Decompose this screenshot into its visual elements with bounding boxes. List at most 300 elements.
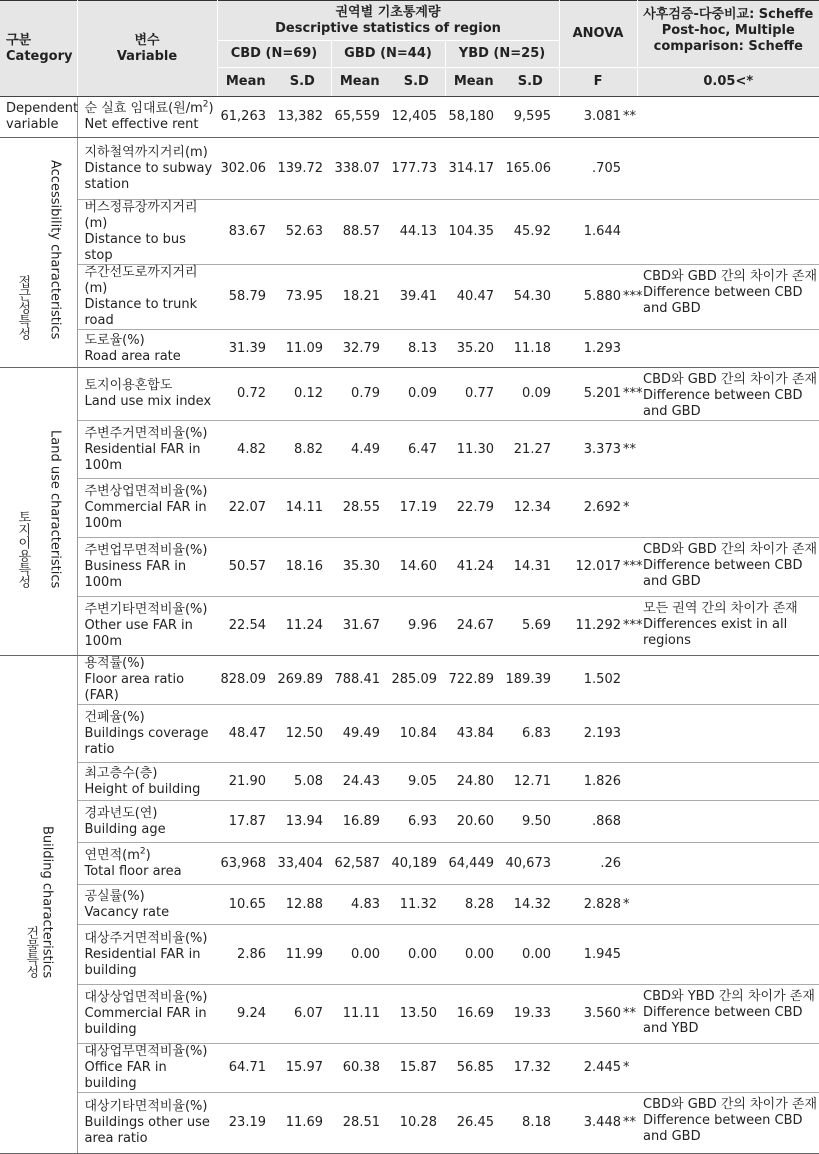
significance-stars <box>623 656 637 705</box>
table-header <box>0 1 819 97</box>
variable-name-en: Buildings coverage ratio <box>84 725 209 757</box>
anova-f-cell: 5.201 <box>559 368 623 421</box>
variable-name-ko <box>85 806 216 822</box>
cbd-mean-cell: 17.87 <box>217 801 274 843</box>
ybd-mean-cell: 0.00 <box>445 925 502 985</box>
gbd-sd-cell: 12,405 <box>388 97 445 138</box>
gbd-sd-cell: 8.13 <box>388 330 445 368</box>
cbd-sd-cell: 13.94 <box>274 801 331 843</box>
cbd-mean-cell: 2.86 <box>217 925 274 985</box>
variable-name-en: Distance to subway station <box>84 160 213 192</box>
anova-f-cell: .868 <box>559 801 623 843</box>
gbd-sd-cell: 13.50 <box>388 985 445 1044</box>
table-row <box>0 843 819 885</box>
ybd-mean-cell: 64,449 <box>445 843 502 885</box>
variable-name-ko-text: 주변업무면적비율(%) <box>84 543 208 558</box>
anova-f-cell: 2.828 <box>559 885 623 925</box>
ybd-mean-cell: 43.84 <box>445 705 502 763</box>
table-row <box>0 330 819 368</box>
gbd-sd-cell: 177.73 <box>388 138 445 200</box>
significance-stars: *** <box>623 597 637 656</box>
posthoc-cell <box>637 330 819 368</box>
category-label-ko: 건물특성 <box>23 926 39 979</box>
variable-cell <box>77 265 217 330</box>
gbd-mean-cell: 0.79 <box>331 368 388 421</box>
ybd-mean-cell: 35.20 <box>445 330 502 368</box>
cbd-mean-cell: 302.06 <box>217 138 274 200</box>
gbd-mean-cell: 0.00 <box>331 925 388 985</box>
gbd-sd-cell: 0.09 <box>388 368 445 421</box>
category-label-ko: 접근성특성 <box>15 274 31 340</box>
gbd-mean-cell: 49.49 <box>331 705 388 763</box>
cbd-sd-cell: 11.69 <box>274 1093 331 1154</box>
variable-name-ko <box>85 656 216 672</box>
gbd-sd-cell: 10.28 <box>388 1093 445 1154</box>
ybd-sd-cell: 14.31 <box>502 538 559 597</box>
anova-f-cell: 3.448 <box>559 1093 623 1154</box>
posthoc-en: Difference between CBD and YBD <box>643 1005 803 1036</box>
cbd-mean-cell: 31.39 <box>217 330 274 368</box>
anova-f-cell: 3.081 <box>559 97 623 138</box>
anova-f-cell: 1.945 <box>559 925 623 985</box>
gbd-mean-cell: 16.89 <box>331 801 388 843</box>
cbd-sd-cell: 12.50 <box>274 705 331 763</box>
anova-f-cell: 3.373 <box>559 421 623 479</box>
gbd-sd-cell: 11.32 <box>388 885 445 925</box>
variable-cell <box>77 538 217 597</box>
variable-name-ko-text: 주변주거면적비율(%) <box>84 425 208 441</box>
significance-stars <box>623 330 637 368</box>
variable-name-ko-text: 주변상업면적비율(%) <box>84 484 208 499</box>
variable-name-ko <box>85 101 216 117</box>
posthoc-ko: CBD와 GBD 간의 차이가 존재 <box>643 542 818 557</box>
header-variable-en: Variable <box>116 48 178 64</box>
posthoc-en: Difference between CBD and GBD <box>643 558 803 589</box>
gbd-sd-cell: 6.47 <box>388 421 445 479</box>
significance-stars <box>623 843 637 885</box>
significance-stars <box>623 705 637 763</box>
ybd-sd-cell: 0.00 <box>502 925 559 985</box>
variable-cell <box>77 925 217 985</box>
category-building <box>0 656 77 1154</box>
table-row <box>0 421 819 479</box>
cbd-sd-cell: 11.24 <box>274 597 331 656</box>
variable-name-ko <box>85 889 216 905</box>
header-descriptive-en: Descriptive statistics of region <box>275 20 501 36</box>
header-ybd-mean: Mean <box>445 68 502 97</box>
gbd-mean-cell: 788.41 <box>331 656 388 705</box>
variable-name-en: Net effective rent <box>84 117 199 132</box>
gbd-mean-cell: 18.21 <box>331 265 388 330</box>
gbd-sd-cell: 9.96 <box>388 597 445 656</box>
cbd-mean-cell: 10.65 <box>217 885 274 925</box>
gbd-sd-cell: 0.00 <box>388 925 445 985</box>
table-row <box>0 479 819 538</box>
gbd-mean-cell: 31.67 <box>331 597 388 656</box>
ybd-sd-cell: 12.34 <box>502 479 559 538</box>
variable-name-en: Road area rate <box>84 348 181 364</box>
variable-name-en: Distance to bus stop <box>84 232 186 263</box>
gbd-mean-cell: 32.79 <box>331 330 388 368</box>
variable-name-ko <box>85 931 216 947</box>
header-category-en: Category <box>6 48 73 64</box>
anova-f-cell: 2.692 <box>559 479 623 538</box>
ybd-mean-cell: 24.80 <box>445 763 502 801</box>
posthoc-cell <box>637 1093 819 1154</box>
table-row <box>0 200 819 265</box>
gbd-sd-cell: 44.13 <box>388 200 445 265</box>
ybd-mean-cell: 722.89 <box>445 656 502 705</box>
variable-name-ko-text: 대상업무면적비율(%) <box>84 1044 208 1059</box>
posthoc-ko: 모든 권역 간의 차이가 존재 <box>643 601 798 616</box>
ybd-sd-cell: 14.32 <box>502 885 559 925</box>
category-dependent <box>0 97 77 138</box>
cbd-sd-cell: 5.08 <box>274 763 331 801</box>
posthoc-cell <box>637 705 819 763</box>
variable-name-ko-tail: ) <box>145 847 151 863</box>
gbd-sd-cell: 9.05 <box>388 763 445 801</box>
header-category-ko: 구분 <box>6 32 32 48</box>
variable-name-ko <box>85 145 216 161</box>
variable-name-ko <box>85 333 216 349</box>
ybd-mean-cell: 11.30 <box>445 421 502 479</box>
table-row <box>0 885 819 925</box>
ybd-mean-cell: 16.69 <box>445 985 502 1044</box>
cbd-sd-cell: 11.99 <box>274 925 331 985</box>
gbd-sd-cell: 15.87 <box>388 1044 445 1093</box>
variable-name-ko <box>85 1099 216 1115</box>
gbd-sd-cell: 10.84 <box>388 705 445 763</box>
variable-name-ko <box>85 200 216 232</box>
header-posthoc <box>637 1 819 68</box>
posthoc-cell <box>637 763 819 801</box>
ybd-mean-cell: 58,180 <box>445 97 502 138</box>
variable-cell <box>77 705 217 763</box>
variable-cell <box>77 479 217 538</box>
header-cbd-mean: Mean <box>217 68 274 97</box>
ybd-sd-cell: 165.06 <box>502 138 559 200</box>
posthoc-en: Difference between CBD and GBD <box>643 285 803 316</box>
ybd-mean-cell: 104.35 <box>445 200 502 265</box>
gbd-mean-cell: 65,559 <box>331 97 388 138</box>
cbd-sd-cell: 13,382 <box>274 97 331 138</box>
variable-name-ko <box>85 766 216 782</box>
gbd-sd-cell: 14.60 <box>388 538 445 597</box>
gbd-sd-cell: 6.93 <box>388 801 445 843</box>
cbd-sd-cell: 52.63 <box>274 200 331 265</box>
posthoc-ko: CBD와 GBD 간의 차이가 존재 <box>643 269 818 284</box>
variable-name-en: Floor area ratio (FAR) <box>84 672 185 703</box>
variable-name-en: Vacancy rate <box>84 904 170 920</box>
cbd-sd-cell: 18.16 <box>274 538 331 597</box>
cbd-mean-cell: 58.79 <box>217 265 274 330</box>
ybd-mean-cell: 8.28 <box>445 885 502 925</box>
variable-name-ko-text: 최고층수(층) <box>84 765 158 781</box>
variable-name-ko-text: 공실률(%) <box>84 888 145 904</box>
table-row <box>0 985 819 1044</box>
anova-f-cell: 5.880 <box>559 265 623 330</box>
anova-f-cell: 11.292 <box>559 597 623 656</box>
significance-stars <box>623 801 637 843</box>
table-row <box>0 538 819 597</box>
posthoc-ko: CBD와 GBD 간의 차이가 존재 <box>643 372 818 387</box>
posthoc-cell <box>637 925 819 985</box>
variable-name-en: Residential FAR in building <box>84 946 201 978</box>
variable-name-ko <box>85 1044 216 1060</box>
variable-name-ko <box>85 543 216 559</box>
header-category <box>0 1 77 97</box>
anova-f-cell: 3.560 <box>559 985 623 1044</box>
variable-name-ko-text: 도로율(%) <box>84 332 145 348</box>
variable-cell <box>77 368 217 421</box>
variable-cell <box>77 985 217 1044</box>
cbd-mean-cell: 21.90 <box>217 763 274 801</box>
variable-cell <box>77 138 217 200</box>
cbd-mean-cell: 4.82 <box>217 421 274 479</box>
ybd-mean-cell: 20.60 <box>445 801 502 843</box>
header-gbd-mean: Mean <box>331 68 388 97</box>
header-cbd: CBD (N=69) <box>217 41 331 68</box>
cbd-mean-cell: 22.07 <box>217 479 274 538</box>
category-land-use <box>0 368 77 656</box>
gbd-mean-cell: 60.38 <box>331 1044 388 1093</box>
header-gbd: GBD (N=44) <box>331 41 445 68</box>
header-variable <box>77 1 217 97</box>
category-label-en: Building characteristics <box>39 825 55 979</box>
posthoc-cell <box>637 985 819 1044</box>
variable-name-ko <box>85 265 216 297</box>
variable-name-en: Distance to trunk road <box>84 297 198 328</box>
ybd-sd-cell: 9,595 <box>502 97 559 138</box>
header-gbd-sd: S.D <box>388 68 445 97</box>
category-label-ko: 토지이용특성 <box>15 510 31 589</box>
variable-cell <box>77 885 217 925</box>
anova-f-cell: 1.502 <box>559 656 623 705</box>
table-row <box>0 801 819 843</box>
gbd-mean-cell: 4.49 <box>331 421 388 479</box>
gbd-mean-cell: 4.83 <box>331 885 388 925</box>
significance-stars: *** <box>623 368 637 421</box>
cbd-mean-cell: 9.24 <box>217 985 274 1044</box>
ybd-mean-cell: 41.24 <box>445 538 502 597</box>
posthoc-en: Differences exist in all regions <box>643 617 788 648</box>
variable-name-en: Height of building <box>84 781 201 797</box>
header-anova: ANOVA <box>559 1 637 68</box>
variable-name-en: Commercial FAR in building <box>84 1006 207 1037</box>
ybd-sd-cell: 12.71 <box>502 763 559 801</box>
table-row <box>0 97 819 138</box>
cbd-mean-cell: 83.67 <box>217 200 274 265</box>
variable-name-superscript: 2 <box>139 846 146 857</box>
variable-name-ko-text: 대상기타면적비율(%) <box>84 1099 208 1114</box>
variable-name-ko <box>85 426 216 442</box>
table-row <box>0 265 819 330</box>
gbd-mean-cell: 88.57 <box>331 200 388 265</box>
variable-name-en: Total floor area <box>84 863 182 879</box>
anova-f-cell: 1.644 <box>559 200 623 265</box>
anova-f-cell: 1.293 <box>559 330 623 368</box>
posthoc-cell <box>637 421 819 479</box>
table-row <box>0 138 819 200</box>
ybd-sd-cell: 11.18 <box>502 330 559 368</box>
header-descriptive-ko: 권역별 기초통계량 <box>335 4 441 20</box>
ybd-mean-cell: 22.79 <box>445 479 502 538</box>
ybd-sd-cell: 6.83 <box>502 705 559 763</box>
variable-cell <box>77 597 217 656</box>
table-row <box>0 763 819 801</box>
variable-cell <box>77 200 217 265</box>
variable-name-ko-text: 지하철역까지거리(m) <box>84 144 208 160</box>
posthoc-cell <box>637 368 819 421</box>
posthoc-cell <box>637 885 819 925</box>
ybd-sd-cell: 0.09 <box>502 368 559 421</box>
cbd-sd-cell: 139.72 <box>274 138 331 200</box>
cbd-sd-cell: 73.95 <box>274 265 331 330</box>
category-label-en: Dependent variable <box>6 101 79 132</box>
posthoc-ko: CBD와 GBD 간의 차이가 존재 <box>643 1097 818 1112</box>
gbd-mean-cell: 35.30 <box>331 538 388 597</box>
gbd-mean-cell: 24.43 <box>331 763 388 801</box>
variable-name-en: Land use mix index <box>84 394 212 409</box>
header-variable-ko: 변수 <box>134 32 160 48</box>
posthoc-ko: CBD와 YBD 간의 차이가 존재 <box>643 989 815 1004</box>
posthoc-cell <box>637 200 819 265</box>
posthoc-cell <box>637 801 819 843</box>
variable-cell <box>77 421 217 479</box>
ybd-mean-cell: 26.45 <box>445 1093 502 1154</box>
cbd-mean-cell: 22.54 <box>217 597 274 656</box>
variable-name-en: Other use FAR in 100m <box>84 618 193 649</box>
header-ybd-sd: S.D <box>502 68 559 97</box>
significance-stars: *** <box>623 265 637 330</box>
variable-cell <box>77 1044 217 1093</box>
header-significance: 0.05<* <box>637 68 819 97</box>
variable-name-ko-text: 주변기타면적비율(%) <box>84 602 208 617</box>
category-label-en: Land use characteristics <box>47 429 63 589</box>
variable-name-ko <box>85 378 216 394</box>
variable-name-ko-text: 용적률(%) <box>84 656 145 671</box>
variable-cell <box>77 656 217 705</box>
significance-stars: * <box>623 479 637 538</box>
ybd-mean-cell: 314.17 <box>445 138 502 200</box>
posthoc-en: Difference between CBD and GBD <box>643 1113 803 1144</box>
ybd-mean-cell: 40.47 <box>445 265 502 330</box>
variable-name-en: Commercial FAR in 100m <box>84 500 207 531</box>
variable-cell <box>77 801 217 843</box>
table-body <box>0 97 819 1154</box>
variable-name-en: Business FAR in 100m <box>84 559 187 590</box>
cbd-sd-cell: 0.12 <box>274 368 331 421</box>
gbd-mean-cell: 28.51 <box>331 1093 388 1154</box>
significance-stars: * <box>623 885 637 925</box>
posthoc-cell <box>637 843 819 885</box>
anova-f-cell: 2.445 <box>559 1044 623 1093</box>
gbd-sd-cell: 285.09 <box>388 656 445 705</box>
variable-name-en: Buildings other use area ratio <box>84 1115 210 1146</box>
variable-name-superscript: 2 <box>202 99 209 110</box>
variable-cell <box>77 763 217 801</box>
gbd-sd-cell: 40,189 <box>388 843 445 885</box>
anova-f-cell: .26 <box>559 843 623 885</box>
category-label-en: Accessibility characteristics <box>47 160 63 340</box>
cbd-mean-cell: 64.71 <box>217 1044 274 1093</box>
significance-stars: ** <box>623 985 637 1044</box>
table-row <box>0 1044 819 1093</box>
posthoc-en: Difference between CBD and GBD <box>643 388 803 419</box>
variable-name-ko <box>85 602 216 618</box>
header-cbd-sd: S.D <box>274 68 331 97</box>
cbd-mean-cell: 63,968 <box>217 843 274 885</box>
cbd-mean-cell: 828.09 <box>217 656 274 705</box>
posthoc-cell <box>637 656 819 705</box>
cbd-mean-cell: 50.57 <box>217 538 274 597</box>
header-posthoc-ko: 사후검증-다중비교: Scheffe <box>643 7 814 22</box>
significance-stars: ** <box>623 1093 637 1154</box>
ybd-sd-cell: 17.32 <box>502 1044 559 1093</box>
significance-stars <box>623 200 637 265</box>
variable-name-ko <box>85 848 216 864</box>
anova-f-cell: 12.017 <box>559 538 623 597</box>
cbd-sd-cell: 15.97 <box>274 1044 331 1093</box>
posthoc-cell <box>637 597 819 656</box>
significance-stars <box>623 138 637 200</box>
ybd-sd-cell: 40,673 <box>502 843 559 885</box>
posthoc-cell <box>637 538 819 597</box>
table-row <box>0 368 819 421</box>
posthoc-cell <box>637 1044 819 1093</box>
cbd-sd-cell: 6.07 <box>274 985 331 1044</box>
cbd-sd-cell: 269.89 <box>274 656 331 705</box>
posthoc-cell <box>637 479 819 538</box>
gbd-mean-cell: 11.11 <box>331 985 388 1044</box>
ybd-mean-cell: 0.77 <box>445 368 502 421</box>
variable-name-en: Office FAR in building <box>84 1060 167 1091</box>
variable-name-ko-tail: ) <box>208 101 214 116</box>
header-ybd: YBD (N=25) <box>445 41 559 68</box>
ybd-sd-cell: 9.50 <box>502 801 559 843</box>
cbd-mean-cell: 61,263 <box>217 97 274 138</box>
significance-stars: * <box>623 1044 637 1093</box>
header-descriptive <box>217 1 559 41</box>
ybd-mean-cell: 24.67 <box>445 597 502 656</box>
variable-name-ko-text: 순 실효 임대료(원/m <box>84 101 203 116</box>
table-row <box>0 656 819 705</box>
variable-cell <box>77 1093 217 1154</box>
variable-cell <box>77 97 217 138</box>
cbd-sd-cell: 11.09 <box>274 330 331 368</box>
variable-name-ko <box>85 484 216 500</box>
ybd-sd-cell: 45.92 <box>502 200 559 265</box>
significance-stars: ** <box>623 97 637 138</box>
ybd-sd-cell: 21.27 <box>502 421 559 479</box>
significance-stars: ** <box>623 421 637 479</box>
variable-name-ko <box>85 710 216 726</box>
significance-stars <box>623 925 637 985</box>
category-accessibility <box>0 138 77 368</box>
cbd-mean-cell: 48.47 <box>217 705 274 763</box>
gbd-mean-cell: 338.07 <box>331 138 388 200</box>
significance-stars <box>623 763 637 801</box>
table-row <box>0 597 819 656</box>
ybd-sd-cell: 19.33 <box>502 985 559 1044</box>
variable-name-ko-text: 연면적(m <box>84 847 140 863</box>
variable-name-ko-text: 주간선도로까지거리(m) <box>84 265 198 296</box>
variable-cell <box>77 843 217 885</box>
gbd-sd-cell: 39.41 <box>388 265 445 330</box>
cbd-mean-cell: 0.72 <box>217 368 274 421</box>
variable-name-ko-text: 경과년도(연) <box>84 805 158 821</box>
gbd-sd-cell: 17.19 <box>388 479 445 538</box>
